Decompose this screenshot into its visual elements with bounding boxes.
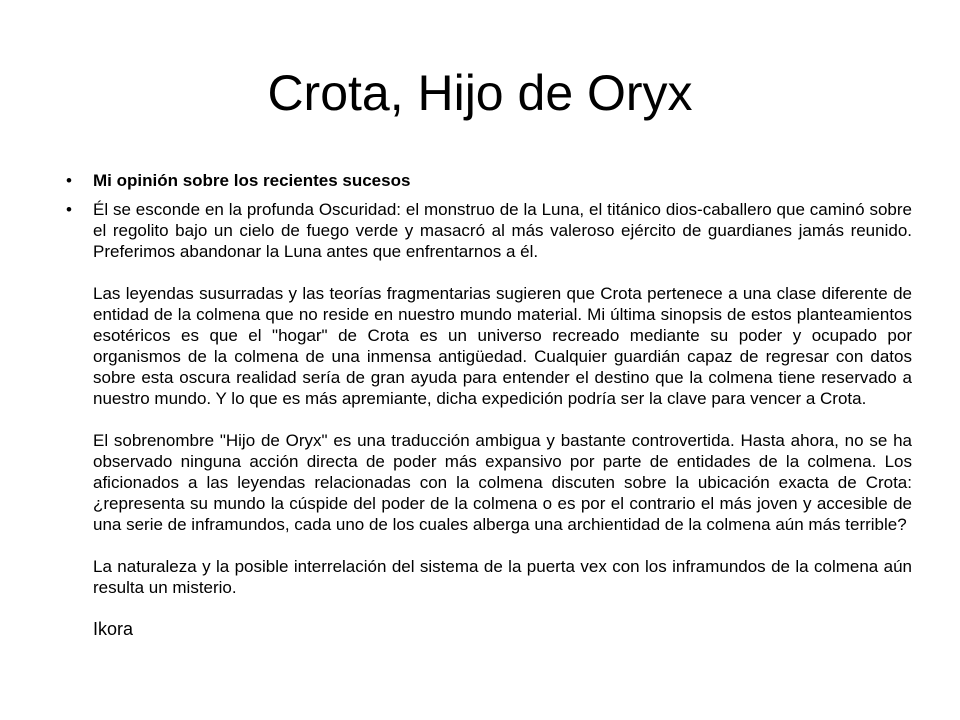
bullet-item-text [66, 199, 912, 640]
bullet-marker: • [66, 171, 72, 190]
paragraph-1: Él se esconde en la profunda Oscuridad: el monstruo de la Luna, el titánico dios-caballero que caminó sobre el regolito bajo un cielo de fuego verde y masacró al más valeroso ejército de guardianes jamás reunido. Preferimos abandonar la Luna antes que enfrentarnos a él. [93, 200, 912, 261]
paragraph-3: El sobrenombre "Hijo de Oryx" es una traducción ambigua y bastante controvertida. Hasta ahora, no se ha observado ninguna acción directa de poder más expansivo por parte de entidades de la colmena. Los aficionados a las leyendas relacionadas con la colmena discuten sobre la ubicación exacta de Crota: ¿representa su mundo la cúspide del poder de la colmena o es por el contrario el más joven y accesible de una serie de inframundos, cada uno de los cuales alberga una archientidad de la colmena aún más terrible? [93, 431, 912, 534]
slide-body [66, 170, 912, 648]
paragraph-2: Las leyendas susurradas y las teorías fragmentarias sugieren que Crota pertenece a una clase diferente de entidad de la colmena que no reside en nuestro mundo material. Mi última sinopsis de estos planteamientos esotéricos es que el "hogar" de Crota es un universo recreado mediante su poder y ocupado por organismos de la colmena de una inmensa antigüedad. Cualquier guardián capaz de regresar con datos sobre esta oscura realidad sería de gran ayuda para entender el destino que la colmena tiene reservado a nuestro mundo. Y lo que es más apremiante, dicha expedición podría ser la clave para vencer a Crota. [93, 284, 912, 408]
bullet-marker: • [66, 200, 72, 219]
bullet-heading-text: Mi opinión sobre los recientes sucesos [93, 171, 411, 190]
bullet-item-heading [66, 170, 912, 191]
signature: Ikora [93, 619, 134, 639]
slide-title: Crota, Hijo de Oryx [267, 65, 693, 121]
paragraph-4: La naturaleza y la posible interrelación del sistema de la puerta vex con los inframundos de la colmena aún resulta un misterio. [93, 557, 912, 597]
